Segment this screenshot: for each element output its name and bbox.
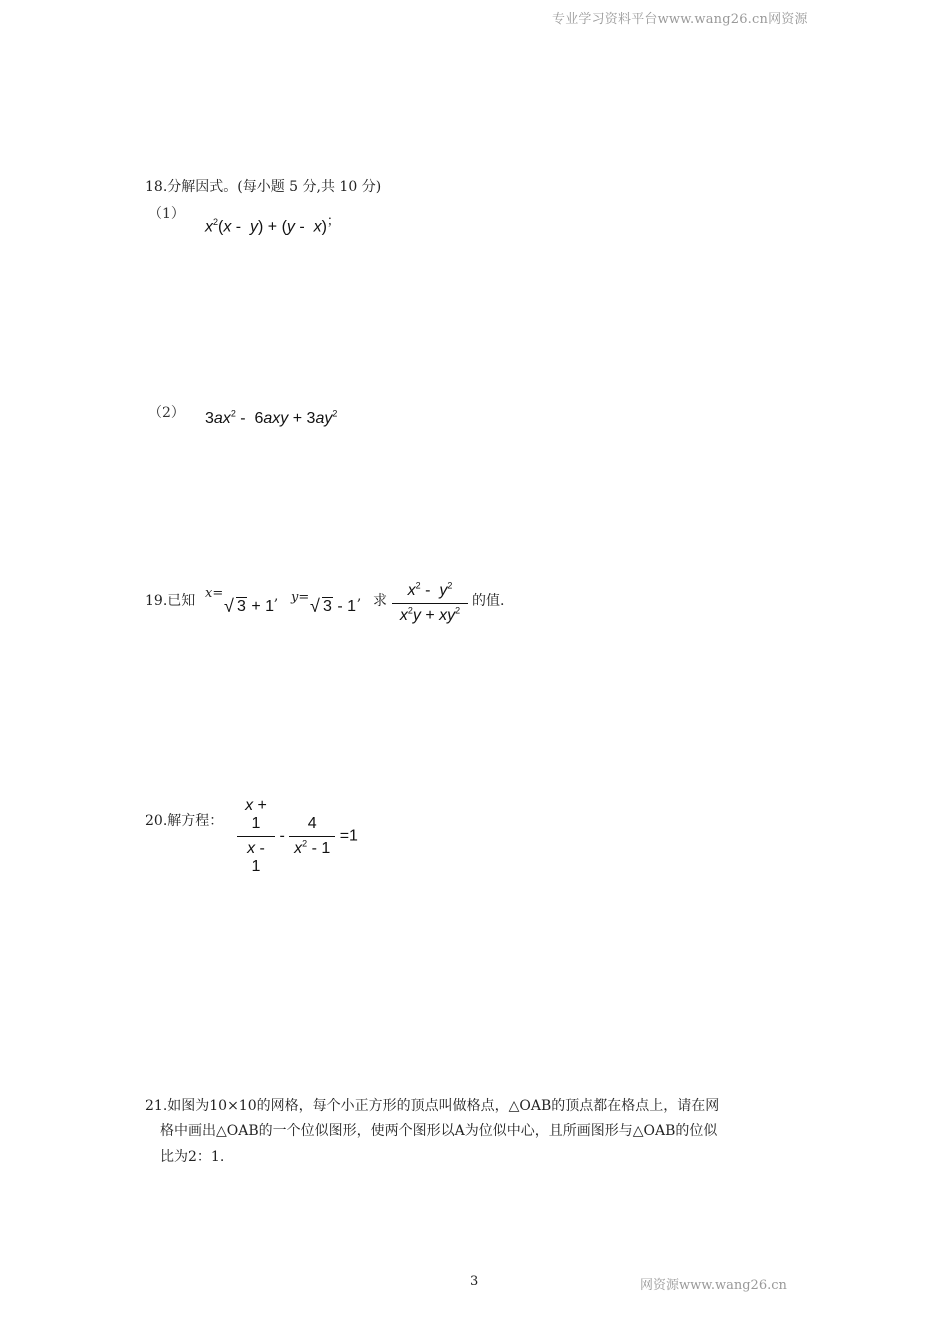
q19-x-label: x= [205,586,224,601]
q20-prefix: 20.解方程： [145,813,224,829]
q18-part1-label: （1） [148,206,185,222]
q19-prefix: 19.已知 [145,593,196,609]
page-number: 3 [470,1274,479,1289]
q19-fraction: $\frac{x^2 - y^2}{x^2y + xy^2}$ [392,582,468,625]
footer-source: 网资源www.wang26.cn [640,1278,787,1293]
q19-y-value: √ 3 - 1 [310,596,357,616]
q18-part2-expression: $3ax^2 - 6axy + 3ay^2$ [205,408,338,427]
header-source: 专业学习资料平台www.wang26.cn网资源 [552,12,808,27]
q19-comma-1: , [274,588,279,604]
q18-part2-label: （2） [148,405,185,421]
q19-suffix: 的值. [472,593,505,609]
q18-title: 18.分解因式。(每小题 5 分,共 10 分) [145,179,382,195]
q20-equation: $\frac{x + 1}{x - 1}$ - $\frac{4}{x^2 - 1}$ =1 [237,797,358,876]
q19-ask: 求 [373,593,387,609]
q21-line-1: 21.如图为10×10的网格，每个小正方形的顶点叫做格点，△OAB的顶点都在格点上，请在网 [145,1098,720,1114]
q19-comma-2: , [357,588,362,604]
q19-x-value: √ 3 + 1 [224,596,275,616]
q21-line-3: 比为2：1. [160,1149,225,1165]
q19-y-label: y= [291,590,310,605]
q18-part1-expression: $x^2(x - y) + (y - x)^;$ [205,213,340,236]
q21-line-2: 格中画出△OAB的一个位似图形，使两个图形以A为位似中心，且所画图形与△OAB的位似 [160,1123,718,1139]
